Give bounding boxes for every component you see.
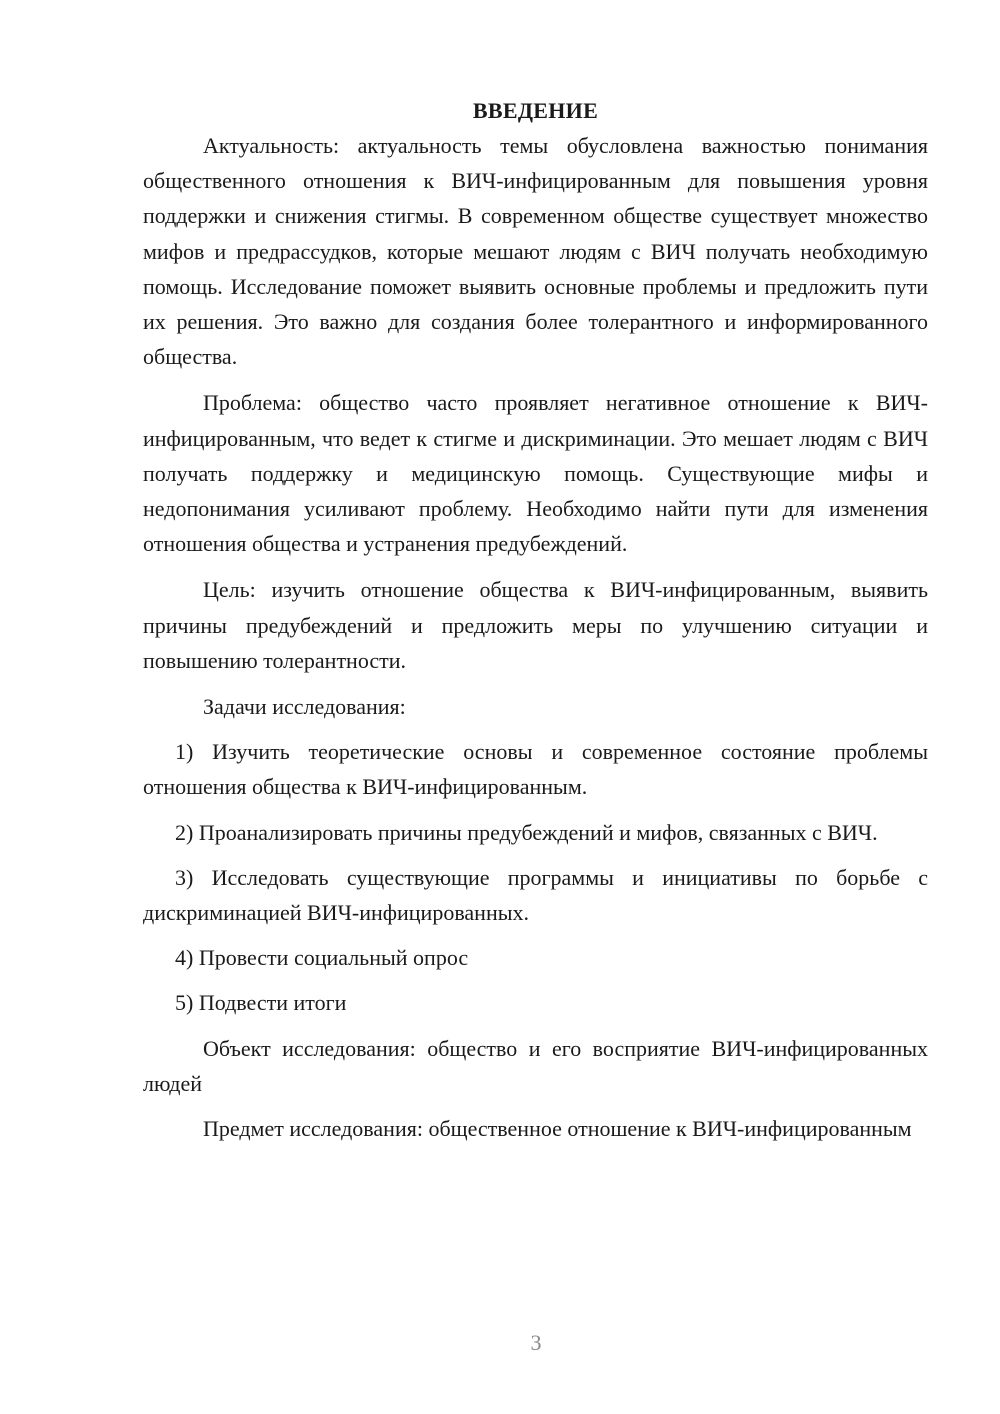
task-item-2: 2) Проанализировать причины предубеждений и мифов, связанных с ВИЧ. — [175, 819, 878, 845]
page-content — [143, 93, 928, 1146]
paragraph-goal: Цель: изучить отношение общества к ВИЧ-инфицированным, выявить причины предубеждений и предложить меры по улучшению ситуации и повышению толерантности. — [143, 577, 928, 673]
task-item-3: 3) Исследовать существующие программы и инициативы по борьбе с дискриминацией ВИЧ-инфицированных. — [143, 864, 928, 926]
tasks-heading: Задачи исследования: — [203, 694, 406, 720]
paragraph-object: Объект исследования: общество и его восприятие ВИЧ-инфицированных людей — [143, 1035, 928, 1096]
paragraph-problem: Проблема: общество часто проявляет негативное отношение к ВИЧ-инфицированным, что ведет к стигме и дискриминации. Это мешает людям с ВИЧ получать поддержку и медицинскую помощь. Существующие мифы и недопонимания усиливают проблему. Необходимо найти пути для изменения отношения общества и устранения предубеждений. — [143, 390, 928, 557]
paragraph-actuality: Актуальность: актуальность темы обусловлена важностью понимания общественного отношения к ВИЧ-инфицированным для повышения уровня поддержки и снижения стигмы. В современном обществе существует множество мифов и предрассудков, которые мешают людям с ВИЧ получать необходимую помощь. Исследование поможет выявить основные проблемы и предложить пути их решения. Это важно для создания более толерантного и информированного общества. — [143, 133, 928, 370]
task-item-4: 4) Провести социальный опрос — [175, 945, 469, 971]
task-item-5: 5) Подвести итоги — [175, 990, 347, 1016]
section-title: ВВЕДЕНИЕ — [472, 98, 599, 123]
task-item-1: 1) Изучить теоретические основы и современное состояние проблемы отношения общества к ВИЧ-инфицированным. — [143, 739, 928, 800]
page-number: 3 — [530, 1330, 542, 1355]
paragraph-subject: Предмет исследования: общественное отношение к ВИЧ-инфицированным — [203, 1116, 912, 1142]
